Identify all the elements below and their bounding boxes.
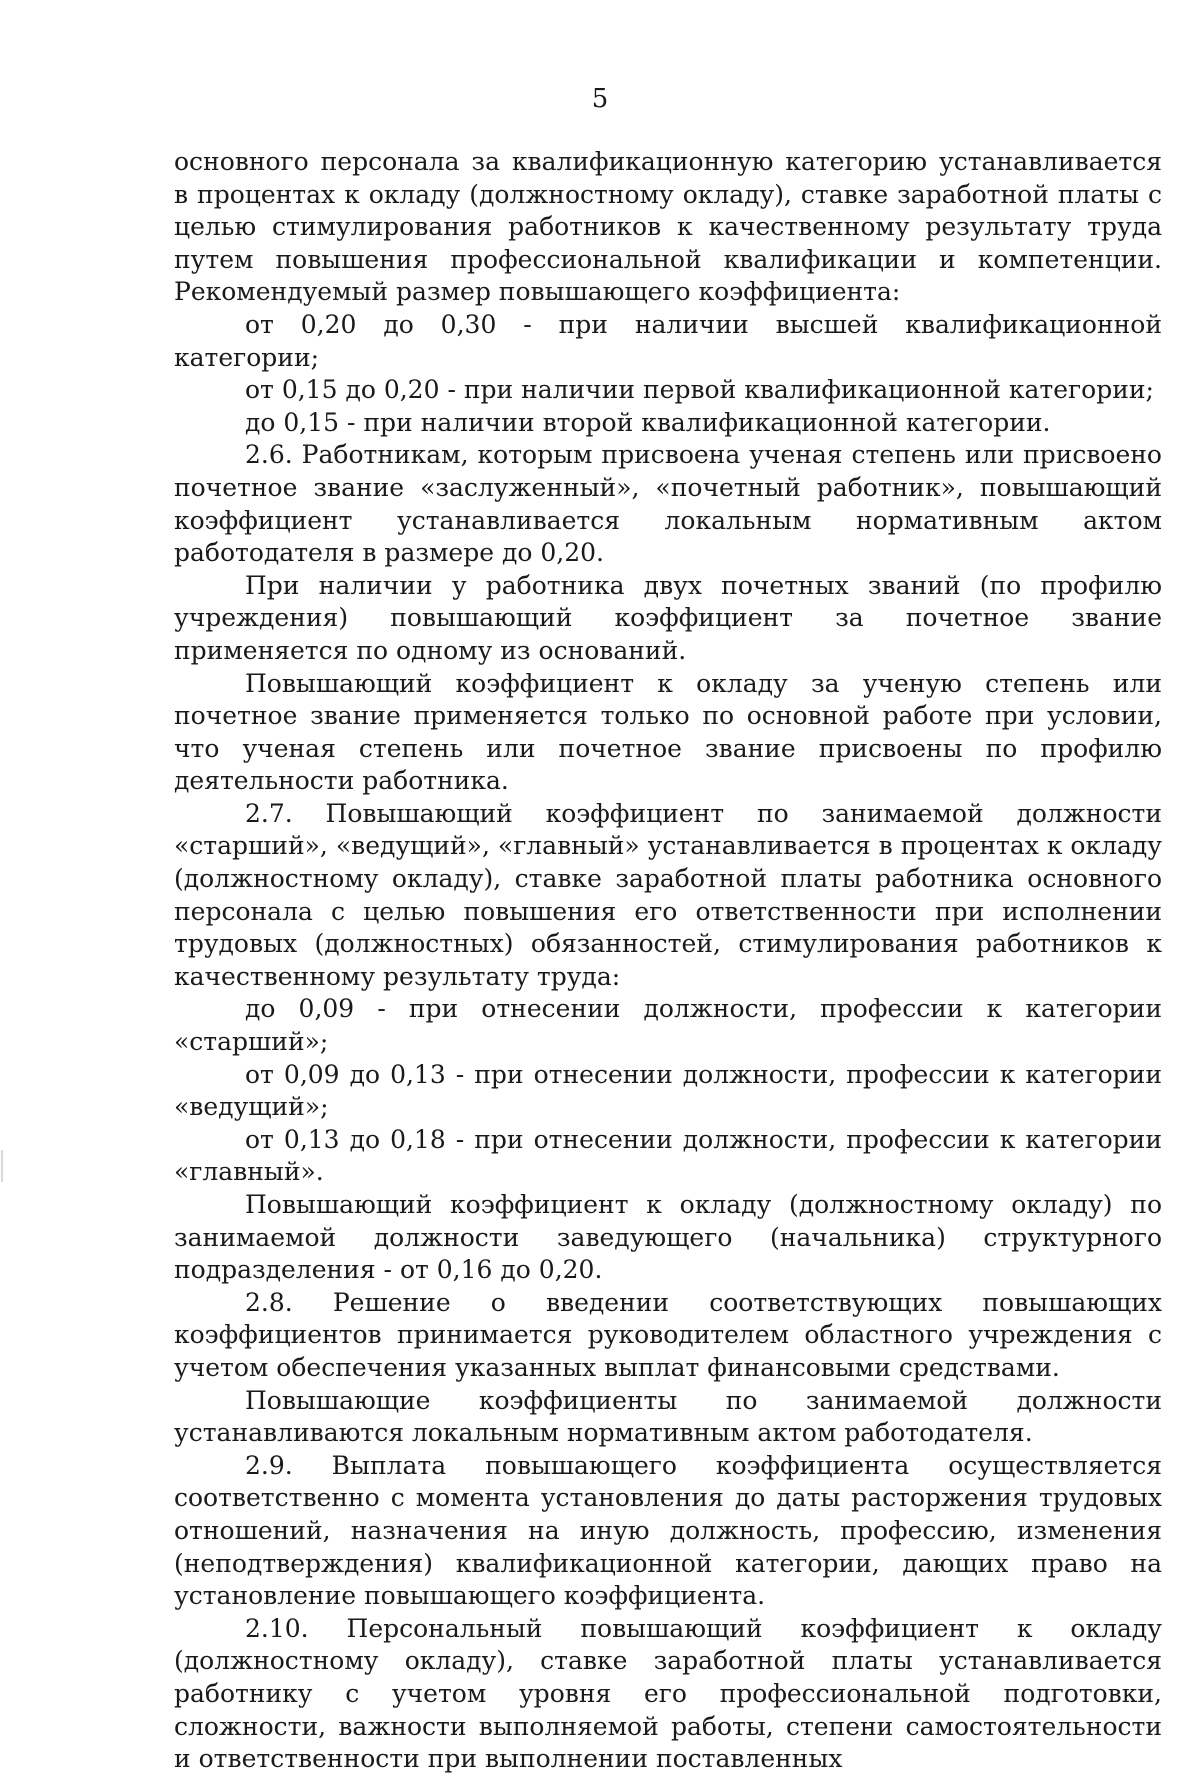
page-number: 5 (591, 84, 609, 114)
document-body (174, 146, 1162, 1776)
paragraph: Повышающий коэффициент к окладу (должностному окладу) по занимаемой должности заведующего (начальника) структурного подразделения - от 0,16 до 0,20. (174, 1190, 1162, 1285)
paragraph: от 0,09 до 0,13 - при отнесении должности, профессии к категории «ведущий»; (174, 1059, 1162, 1122)
paragraph: от 0,13 до 0,18 - при отнесении должности, профессии к категории «главный». (174, 1124, 1162, 1187)
paragraph: 2.8. Решение о введении соответствующих повышающих коэффициентов принимается руководителем областного учреждения с учетом обеспечения указанных выплат финансовыми средствами. (174, 1287, 1162, 1382)
paragraph: Повышающий коэффициент к окладу за ученую степень или почетное звание применяется только по основной работе при условии, что ученая степень или почетное звание присвоены по профилю деятельности работника. (174, 668, 1162, 796)
paragraph: 2.6. Работникам, которым присвоена ученая степень или присвоено почетное звание «заслуженный», «почетный работник», повышающий коэффициент устанавливается локальным нормативным актом работодателя в размере до 0,20. (174, 440, 1162, 568)
paragraph: от 0,15 до 0,20 - при наличии первой квалификационной категории; (245, 375, 1154, 405)
paragraph: Повышающие коэффициенты по занимаемой должности устанавливаются локальным нормативным актом работодателя. (174, 1385, 1162, 1448)
paragraph: до 0,15 - при наличии второй квалификационной категории. (245, 407, 1051, 437)
paragraph: 2.9. Выплата повышающего коэффициента осуществляется соответственно с момента установления до даты расторжения трудовых отношений, назначения на иную должность, профессию, изменения (неподтверждения) квалификационной категории, дающих право на установление повышающего коэффициента. (174, 1450, 1162, 1611)
paragraph: от 0,20 до 0,30 - при наличии высшей квалификационной категории; (174, 309, 1162, 372)
paragraph: 2.7. Повышающий коэффициент по занимаемой должности «старший», «ведущий», «главный» устанавливается в процентах к окладу (должностному окладу), ставке заработной платы работника основного персонала с целью повышения его ответственности при исполнении трудовых (должностных) обязанностей, стимулирования работников к качественному результату труда: (174, 798, 1162, 991)
scan-edge-mark (1, 1150, 3, 1182)
paragraph: 2.10. Персональный повышающий коэффициент к окладу (должностному окладу), ставке заработной платы устанавливается работнику с учетом уровня его профессиональной подготовки, сложности, важности выполняемой работы, степени самостоятельности и ответственности при выполнении поставленных (174, 1613, 1162, 1774)
paragraph: основного персонала за квалификационную категорию устанавливается в процентах к окладу (должностному окладу), ставке заработной платы с целью стимулирования работников к качественному результату труда путем повышения профессиональной квалификации и компетенции. Рекомендуемый размер повышающего коэффициента: (174, 147, 1162, 307)
paragraph: При наличии у работника двух почетных званий (по профилю учреждения) повышающий коэффициент за почетное звание применяется по одному из оснований. (174, 570, 1162, 665)
paragraph: до 0,09 - при отнесении должности, профессии к категории «старший»; (174, 994, 1162, 1057)
